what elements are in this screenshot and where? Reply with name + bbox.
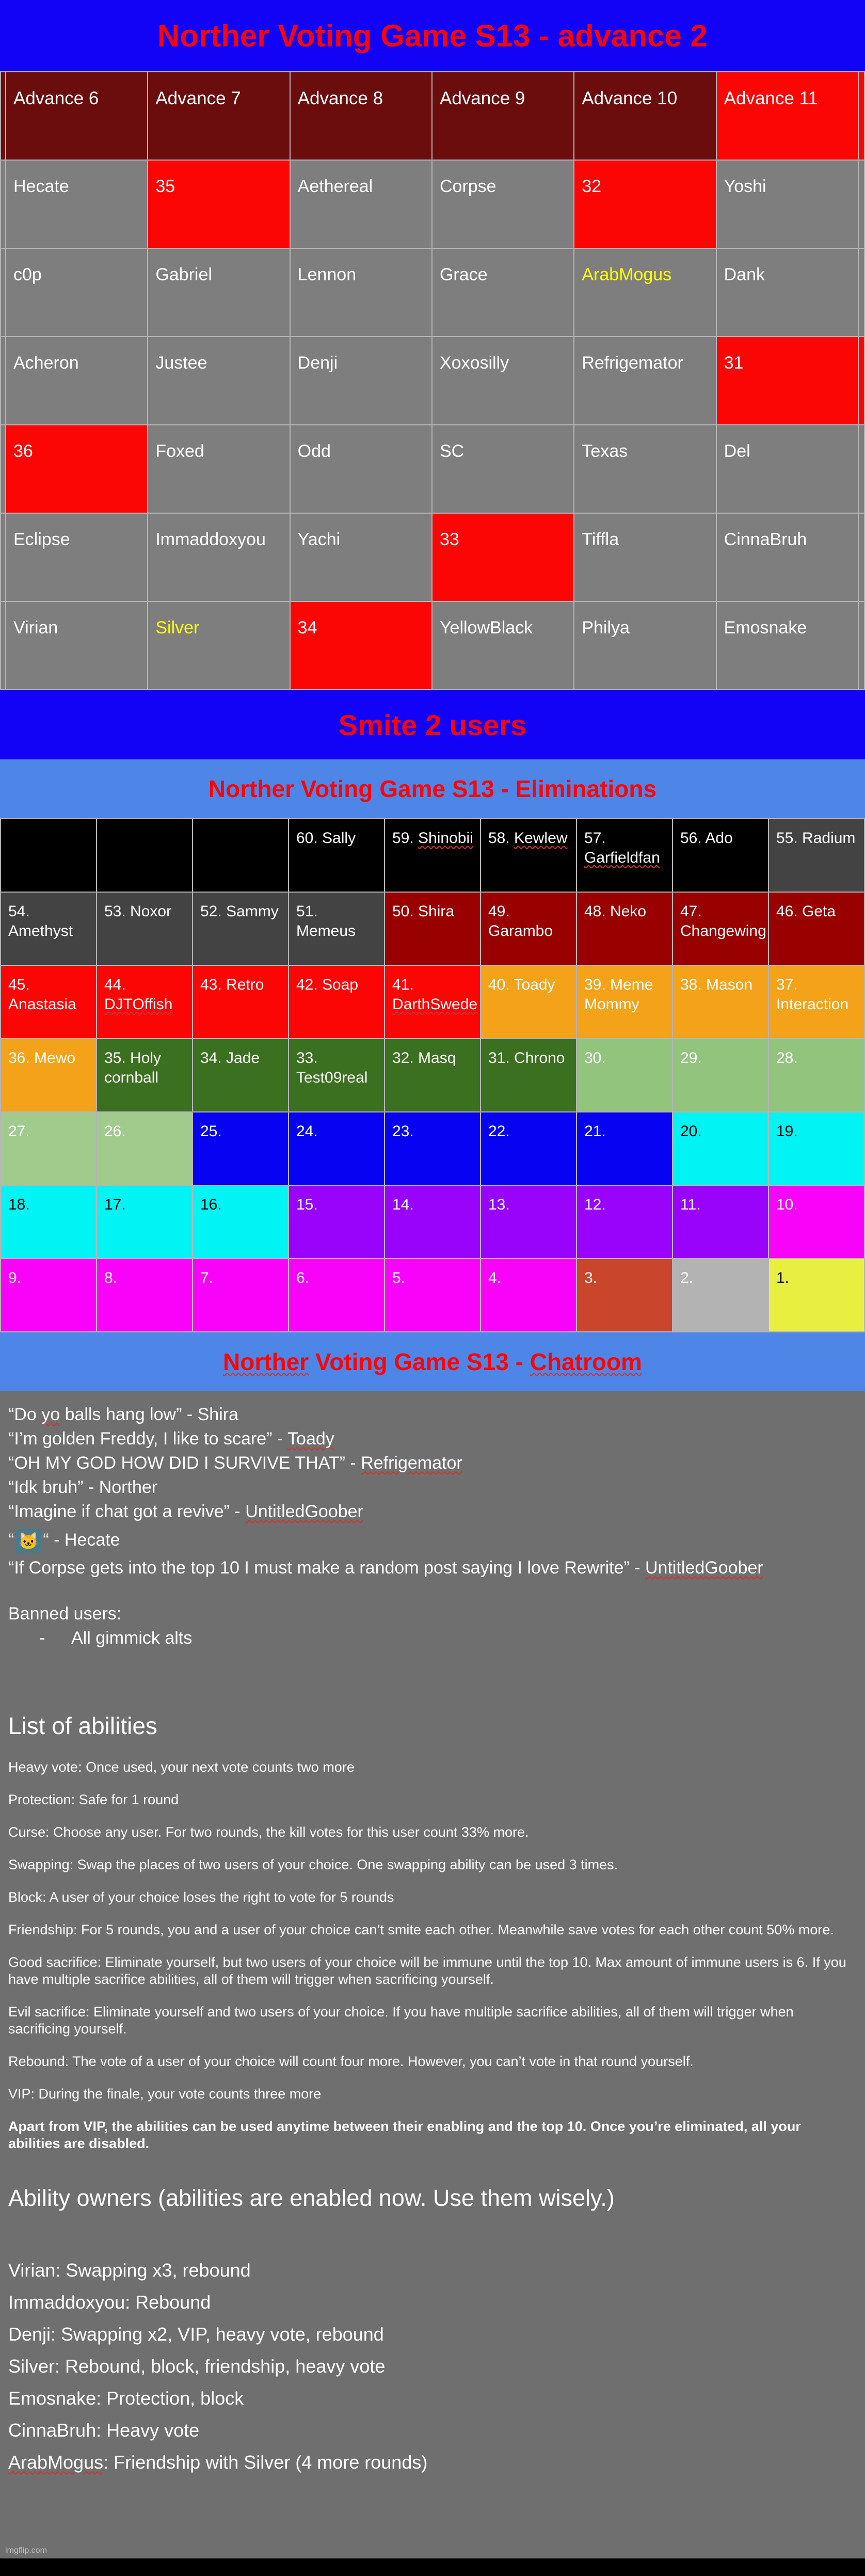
text-segment: 21. <box>584 1123 606 1140</box>
elimination-cell <box>97 1039 193 1112</box>
text-segment: “ <box>8 1530 14 1550</box>
advance-row <box>1 337 864 425</box>
elimination-row <box>1 965 864 1039</box>
advance-header-cell: Advance 8 <box>290 72 432 160</box>
edge-sliver-cell <box>1 513 6 601</box>
elimination-cell <box>576 1039 672 1112</box>
text-segment: 36. Mewo <box>8 1050 76 1067</box>
advance-header-cell: Advance 9 <box>432 72 574 160</box>
text-segment: “Idk bruh” - Norther <box>8 1477 158 1497</box>
elimination-cell <box>576 1185 672 1259</box>
text-segment: 45. Anastasia <box>8 976 76 1013</box>
text-segment: 40. Toady <box>488 976 555 993</box>
elimination-cell <box>289 1259 385 1332</box>
text-segment: 8. <box>104 1269 118 1286</box>
text-segment: “Imagine if chat got a revive” - <box>8 1502 246 1521</box>
text-segment: 44. <box>104 976 126 993</box>
text-segment: 13. <box>488 1196 510 1213</box>
text-segment: 26. <box>104 1123 126 1140</box>
text-segment: 20. <box>680 1123 702 1140</box>
eliminations-table <box>0 818 865 1332</box>
advance-cell: Grace <box>432 248 574 337</box>
advance-table <box>0 71 865 690</box>
text-segment: 28. <box>776 1050 798 1067</box>
text-segment: 11. <box>680 1196 701 1213</box>
elimination-cell <box>97 819 193 892</box>
imgflip-watermark: imgflip.com <box>5 2546 47 2555</box>
lower-content-section <box>0 1391 865 2558</box>
elimination-cell <box>193 819 289 892</box>
elimination-cell <box>289 965 385 1039</box>
text-segment: 60. Sally <box>296 830 356 847</box>
elimination-cell <box>97 1112 193 1185</box>
edge-sliver-cell <box>1 248 6 337</box>
edge-sliver-cell <box>1 72 6 160</box>
text-segment: 27. <box>8 1123 30 1140</box>
advance-cell: Odd <box>290 425 432 513</box>
elimination-row <box>1 1259 864 1332</box>
advance-cell: Tiffla <box>574 513 716 601</box>
abilities-title: List of abilities <box>8 1712 157 1739</box>
text-segment: 57. <box>584 830 606 847</box>
abilities-list <box>8 1759 857 2103</box>
text-segment: Virian: Swapping x3, rebound <box>8 2260 251 2281</box>
chat-message <box>8 1427 857 1451</box>
edge-sliver-cell <box>1 337 6 425</box>
chatroom-title <box>223 1348 642 1376</box>
bottom-black-bar <box>0 2558 865 2576</box>
advance-cell: Aethereal <box>290 160 432 248</box>
elimination-row <box>1 892 864 965</box>
chat-message <box>8 1524 857 1556</box>
advance-cell: Texas <box>574 425 716 513</box>
elimination-cell <box>289 1112 385 1185</box>
owners-list <box>8 2254 857 2478</box>
ability-item: Block: A user of your choice loses the right to vote for 5 rounds <box>8 1889 394 1905</box>
edge-sliver-cell <box>858 248 864 337</box>
elimination-cell <box>289 1185 385 1259</box>
elimination-cell <box>576 1112 672 1185</box>
advance-cell: Eclipse <box>6 513 148 601</box>
hecate-avatar-image: 🐱 <box>16 1529 41 1553</box>
misspelled-word: Norther <box>223 1348 309 1375</box>
edge-sliver-cell <box>1 425 6 513</box>
advance-row <box>1 513 864 601</box>
advance-cell: Emosnake <box>716 601 858 690</box>
elimination-cell <box>480 1185 576 1259</box>
owners-title: Ability owners (abilities are enabled now. Use them wisely.) <box>8 2185 615 2211</box>
text-segment: 37. Interaction <box>776 976 849 1013</box>
text-segment: “Do <box>8 1405 42 1424</box>
text-segment: 53. Noxor <box>104 903 172 920</box>
elimination-cell <box>672 892 768 965</box>
ability-item: VIP: During the finale, your vote counts three more <box>8 2086 322 2102</box>
advance-header-cell: Advance 11 <box>716 72 858 160</box>
chat-message <box>8 1500 857 1524</box>
smite-banner <box>0 690 865 759</box>
advance-cell: Dank <box>716 248 858 337</box>
text-segment: 31. Chrono <box>488 1050 565 1067</box>
text-segment: 38. Mason <box>680 976 753 993</box>
elimination-cell <box>385 1185 480 1259</box>
advance-header-cell: Advance 7 <box>148 72 290 160</box>
elimination-cell <box>193 1185 289 1259</box>
eliminations-title-banner <box>0 759 865 818</box>
elimination-cell <box>385 892 480 965</box>
elimination-cell <box>1 1185 97 1259</box>
text-segment: CinnaBruh: Heavy vote <box>8 2420 200 2441</box>
advance-row <box>1 248 864 337</box>
text-segment: 16. <box>200 1196 222 1213</box>
ability-item: Curse: Choose any user. For two rounds, the kill votes for this user count 33% more. <box>8 1824 529 1840</box>
elimination-row <box>1 1112 864 1185</box>
elimination-cell <box>1 892 97 965</box>
banned-users-item-label: All gimmick alts <box>71 1628 193 1648</box>
chat-message <box>8 1475 857 1500</box>
text-segment: 34. Jade <box>200 1050 260 1067</box>
elimination-cell <box>193 892 289 965</box>
elimination-cell <box>193 1112 289 1185</box>
elimination-cell <box>97 892 193 965</box>
ability-item: Rebound: The vote of a user of your choice will count four more. However, you can’t vote in that round yourself. <box>8 2054 694 2069</box>
text-segment: 19. <box>776 1123 798 1140</box>
text-segment: 59. <box>392 830 419 847</box>
elimination-cell <box>385 1039 480 1112</box>
elimination-cell <box>193 965 289 1039</box>
elimination-cell <box>193 1039 289 1112</box>
text-segment: 4. <box>488 1269 502 1286</box>
ability-item: Good sacrifice: Eliminate yourself, but two users of your choice will be immune until the top 10. Max amount of immune users is 6. If you have multiple sacrifice abilities, all of them will trigger when sacrificing yourself. <box>8 1954 846 1987</box>
text-segment: 12. <box>584 1196 606 1213</box>
text-segment: “If Corpse gets into the top 10 I must make a random post saying I love Rewrite” - <box>8 1558 645 1578</box>
text-segment: 35. Holy cornball <box>104 1050 162 1086</box>
edge-sliver-cell <box>1 160 6 248</box>
advance-cell: Del <box>716 425 858 513</box>
elimination-cell <box>480 1112 576 1185</box>
owner-item <box>8 2318 857 2350</box>
misspelled-word: yo <box>41 1405 60 1424</box>
chat-message <box>8 1403 857 1427</box>
chat-message <box>8 1556 857 1580</box>
ability-item: Protection: Safe for 1 round <box>8 1792 179 1807</box>
advance-cell: Xoxosilly <box>432 337 574 425</box>
owner-item <box>8 2446 857 2478</box>
advance-cell: ArabMogus <box>574 248 716 337</box>
owner-item <box>8 2382 857 2414</box>
elimination-cell <box>576 965 672 1039</box>
elimination-cell <box>672 819 768 892</box>
text-segment: 46. Geta <box>776 903 836 920</box>
advance-header-cell: Advance 6 <box>6 72 148 160</box>
text-segment: 39. Meme Mommy <box>584 976 653 1013</box>
ability-item: Friendship: For 5 rounds, you and a user of your choice can’t smite each other. Meanwhile save votes for each other count 50% more. <box>8 1922 834 1937</box>
advance-row <box>1 425 864 513</box>
elimination-cell <box>385 1112 480 1185</box>
edge-sliver-cell <box>858 513 864 601</box>
advance-title: Norther Voting Game S13 - advance 2 <box>157 18 708 53</box>
elimination-cell <box>768 1185 864 1259</box>
advance-cell: Justee <box>148 337 290 425</box>
advance-cell: c0p <box>6 248 148 337</box>
elimination-cell <box>672 965 768 1039</box>
advance-cell: CinnaBruh <box>716 513 858 601</box>
elimination-cell <box>768 819 864 892</box>
text-segment: 42. Soap <box>296 976 359 993</box>
elimination-cell <box>480 965 576 1039</box>
advance-cell: Denji <box>290 337 432 425</box>
owner-item <box>8 2254 857 2286</box>
advance-cell: Virian <box>6 601 148 690</box>
list-dash: - <box>39 1628 45 1648</box>
elimination-cell <box>385 819 480 892</box>
advance-cell: YellowBlack <box>432 601 574 690</box>
advance-cell: 31 <box>716 337 858 425</box>
elimination-cell <box>672 1112 768 1185</box>
text-segment: 18. <box>8 1196 30 1213</box>
edge-sliver-cell <box>858 425 864 513</box>
advance-title-banner <box>0 0 865 71</box>
misspelled-word: Refrigemator <box>361 1453 462 1473</box>
text-segment: 22. <box>488 1123 510 1140</box>
misspelled-word: UntitledGoober <box>645 1558 763 1578</box>
text-segment: 43. Retro <box>200 976 264 993</box>
ability-item: Swapping: Swap the places of two users of your choice. One swapping ability can be used 3 times. <box>8 1857 618 1872</box>
text-segment: 9. <box>8 1269 22 1286</box>
text-segment: “I’m golden Freddy, I like to scare” - <box>8 1429 288 1449</box>
advance-cell: 32 <box>574 160 716 248</box>
elimination-cell <box>1 1112 97 1185</box>
elimination-cell <box>672 1185 768 1259</box>
elimination-cell <box>768 892 864 965</box>
text-segment: 55. Radium <box>776 830 856 847</box>
advance-cell: Silver <box>148 601 290 690</box>
elimination-row <box>1 1185 864 1259</box>
text-segment: : Friendship with Silver (4 more rounds) <box>103 2452 428 2473</box>
text-segment: “ - Hecate <box>43 1530 120 1550</box>
text-segment: 15. <box>296 1196 318 1213</box>
advance-cell: Gabriel <box>148 248 290 337</box>
edge-sliver-cell <box>1 601 6 690</box>
text-segment: 48. Neko <box>584 903 647 920</box>
text-segment: 25. <box>200 1123 222 1140</box>
text-segment: 41. <box>392 976 414 993</box>
elimination-cell <box>385 1259 480 1332</box>
advance-cell: Hecate <box>6 160 148 248</box>
elimination-row <box>1 819 864 892</box>
elimination-cell <box>289 892 385 965</box>
edge-sliver-cell <box>858 337 864 425</box>
advance-cell: Corpse <box>432 160 574 248</box>
misspelled-word: Toady <box>287 1429 334 1449</box>
misspelled-word: UntitledGoober <box>245 1502 363 1521</box>
advance-cell: 33 <box>432 513 574 601</box>
elimination-cell <box>672 1259 768 1332</box>
advance-cell: 35 <box>148 160 290 248</box>
text-segment: 2. <box>680 1269 694 1286</box>
elimination-cell <box>193 1259 289 1332</box>
elimination-cell <box>672 1039 768 1112</box>
text-segment: 56. Ado <box>680 830 733 847</box>
ability-item: Evil sacrifice: Eliminate yourself and two users of your choice. If you have multiple sacrifice abilities, all of them will trigger when sacrificing yourself. <box>8 2004 794 2037</box>
text-segment: 10. <box>776 1196 798 1213</box>
banned-users-title: Banned users: <box>8 1604 122 1624</box>
elimination-cell <box>480 1259 576 1332</box>
text-segment: 1. <box>776 1269 790 1286</box>
advance-cell: 36 <box>6 425 148 513</box>
elimination-cell <box>576 1259 672 1332</box>
elimination-cell <box>768 1112 864 1185</box>
text-segment: 6. <box>296 1269 310 1286</box>
abilities-note: Apart from VIP, the abilities can be used anytime between their enabling and the top 10. Once you’re eliminated, all your abilities are disabled. <box>8 2119 801 2151</box>
elimination-cell <box>1 819 97 892</box>
elimination-cell <box>1 1039 97 1112</box>
advance-cell: Foxed <box>148 425 290 513</box>
text-segment: 51. Memeus <box>296 903 356 940</box>
text-segment: 7. <box>200 1269 214 1286</box>
text-segment: 54. Amethyst <box>8 903 73 940</box>
advance-cell: SC <box>432 425 574 513</box>
misspelled-word: ArabMogus <box>8 2452 104 2473</box>
edge-sliver-cell <box>858 72 864 160</box>
text-segment: Immaddoxyou: Rebound <box>8 2292 211 2313</box>
advance-row <box>1 160 864 248</box>
elimination-cell <box>97 965 193 1039</box>
text-segment: 52. Sammy <box>200 903 279 920</box>
misspelled-word: Kewlew <box>514 830 568 847</box>
elimination-cell <box>1 965 97 1039</box>
advance-cell: Yachi <box>290 513 432 601</box>
owner-item <box>8 2414 857 2446</box>
elimination-cell <box>480 819 576 892</box>
elimination-cell <box>289 819 385 892</box>
misspelled-word: Chatroom <box>530 1348 642 1375</box>
smite-text: Smite 2 users <box>338 708 527 741</box>
chatroom-title-banner <box>0 1332 865 1391</box>
misspelled-word: DarthSwede <box>392 995 478 1013</box>
elimination-cell <box>768 965 864 1039</box>
text-segment: 49. Garambo <box>488 903 553 940</box>
banned-users-item <box>8 1626 857 1650</box>
text-segment: 3. <box>584 1269 598 1286</box>
elimination-cell <box>480 892 576 965</box>
text-segment: 30. <box>584 1050 606 1067</box>
advance-cell: Yoshi <box>716 160 858 248</box>
text-segment: 23. <box>392 1123 414 1140</box>
text-segment: 14. <box>392 1196 414 1213</box>
text-segment: Emosnake: Protection, block <box>8 2388 244 2409</box>
text-segment: 50. Shira <box>392 903 455 920</box>
eliminations-title: Norther Voting Game S13 - Eliminations <box>208 775 657 802</box>
owner-item <box>8 2286 857 2318</box>
elimination-cell <box>480 1039 576 1112</box>
edge-sliver-cell <box>858 160 864 248</box>
elimination-cell <box>289 1039 385 1112</box>
ability-item: Heavy vote: Once used, your next vote counts two more <box>8 1759 355 1775</box>
owner-item <box>8 2350 857 2382</box>
elimination-cell <box>768 1039 864 1112</box>
elimination-cell <box>97 1259 193 1332</box>
chat-messages <box>8 1391 857 1580</box>
misspelled-word: Shinobii <box>418 830 473 847</box>
advance-header-cell: Advance 10 <box>574 72 716 160</box>
elimination-cell <box>576 892 672 965</box>
text-segment: Silver: Rebound, block, friendship, heavy vote <box>8 2356 386 2377</box>
elimination-cell <box>97 1185 193 1259</box>
elimination-cell <box>768 1259 864 1332</box>
advance-cell: Immaddoxyou <box>148 513 290 601</box>
advance-cell: Refrigemator <box>574 337 716 425</box>
text-segment: 17. <box>104 1196 126 1213</box>
elimination-row <box>1 1039 864 1112</box>
elimination-cell <box>576 819 672 892</box>
misspelled-word: DJTOffish <box>104 995 173 1013</box>
text-segment: 47. Changewing <box>680 903 766 940</box>
text-segment: 32. Masq <box>392 1050 456 1067</box>
text-segment: “OH MY GOD HOW DID I SURVIVE THAT” - <box>8 1453 361 1473</box>
text-segment: 5. <box>392 1269 406 1286</box>
advance-row <box>1 601 864 690</box>
text-segment: balls hang low” - Shira <box>60 1405 238 1424</box>
advance-cell: 34 <box>290 601 432 690</box>
misspelled-word: Garfieldfan <box>584 849 660 866</box>
advance-cell: Philya <box>574 601 716 690</box>
elimination-cell <box>1 1259 97 1332</box>
elimination-cell <box>385 965 480 1039</box>
advance-cell: Acheron <box>6 337 148 425</box>
text-segment: 58. <box>488 830 515 847</box>
edge-sliver-cell <box>858 601 864 690</box>
text-segment: Voting Game S13 - <box>309 1348 530 1375</box>
text-segment: 24. <box>296 1123 318 1140</box>
chat-message <box>8 1451 857 1475</box>
text-segment: Denji: Swapping x2, VIP, heavy vote, rebound <box>8 2324 384 2345</box>
advance-cell: Lennon <box>290 248 432 337</box>
text-segment: 29. <box>680 1050 702 1067</box>
text-segment: 33. Test09real <box>296 1050 368 1086</box>
